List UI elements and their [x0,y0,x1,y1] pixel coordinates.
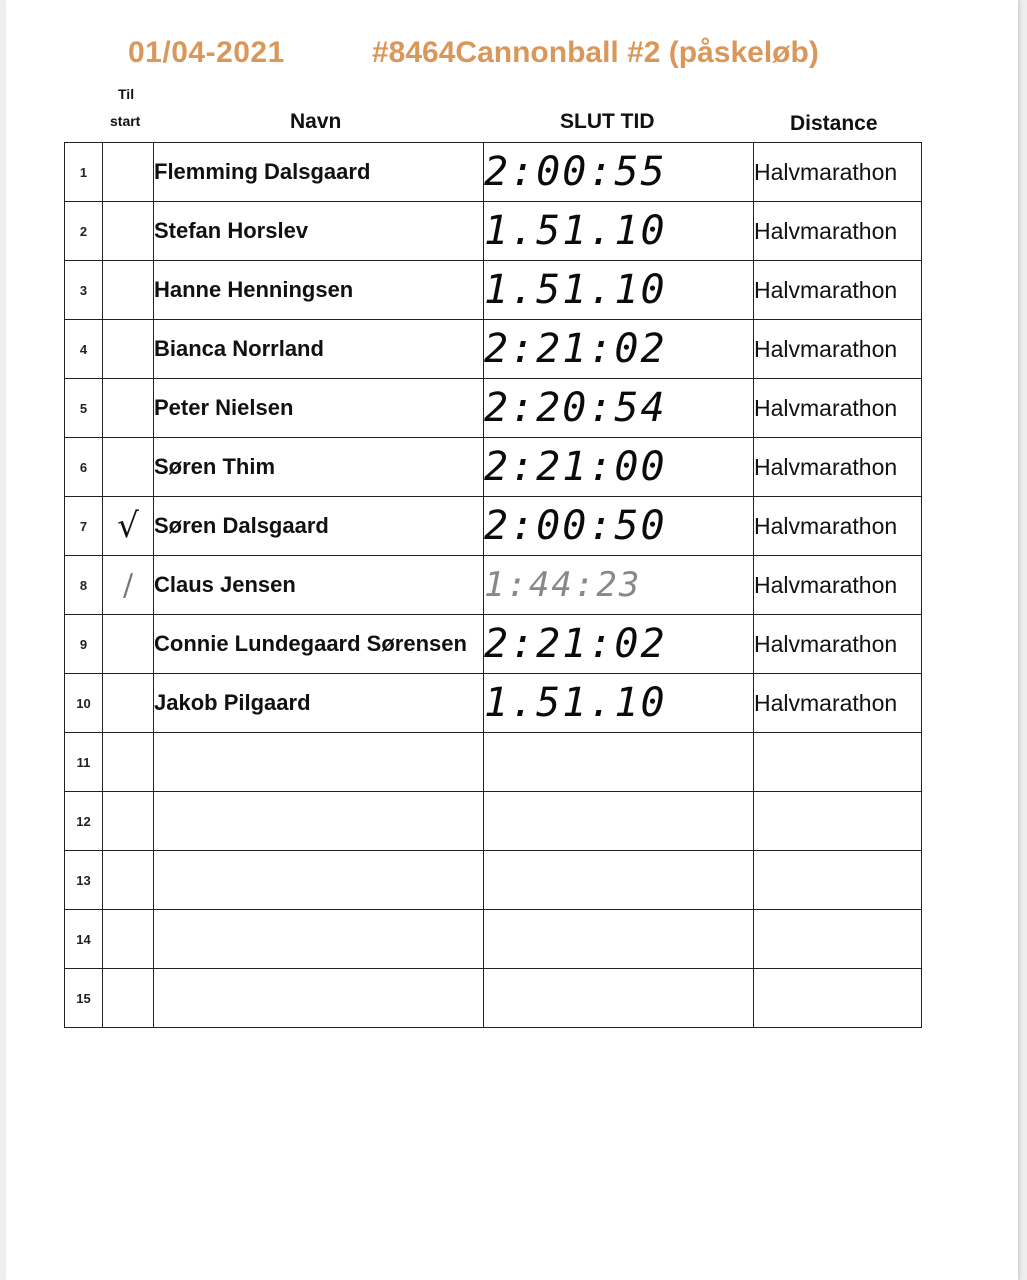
finish-time: 2:21:02 [484,615,754,674]
start-check-mark [103,320,154,379]
start-check-mark [103,379,154,438]
column-header-slut-tid: SLUT TID [560,110,655,133]
table-row [65,556,922,615]
table-row [65,261,922,320]
table-row [65,851,922,910]
table-row [65,497,922,556]
table-row [65,143,922,202]
start-check-mark [103,969,154,1028]
runner-name: Flemming Dalsgaard [154,143,484,202]
start-check-mark [103,792,154,851]
table-row [65,674,922,733]
table-row [65,379,922,438]
table-row [65,910,922,969]
start-check-mark [103,910,154,969]
start-check-mark [103,674,154,733]
distance-cell: Halvmarathon [754,497,922,556]
finish-time: 1:44:23 [484,556,754,615]
row-number: 8 [65,556,103,615]
distance-cell [754,792,922,851]
runner-name: Søren Thim [154,438,484,497]
column-header-distance: Distance [790,112,878,135]
runner-name [154,910,484,969]
finish-time: 2:21:00 [484,438,754,497]
finish-time: 2:00:50 [484,497,754,556]
runner-name [154,851,484,910]
distance-cell: Halvmarathon [754,202,922,261]
finish-time: 1.51.10 [484,674,754,733]
row-number: 13 [65,851,103,910]
event-title: #8464Cannonball #2 (påskeløb) [372,36,819,69]
finish-time [484,851,754,910]
start-check-mark [103,202,154,261]
finish-time [484,969,754,1028]
distance-cell [754,733,922,792]
finish-time: 1.51.10 [484,202,754,261]
row-number: 1 [65,143,103,202]
row-number: 14 [65,910,103,969]
finish-time: 2:20:54 [484,379,754,438]
table-row [65,320,922,379]
table-row [65,733,922,792]
distance-cell: Halvmarathon [754,379,922,438]
finish-time [484,910,754,969]
finish-time [484,792,754,851]
runner-name: Connie Lundegaard Sørensen [154,615,484,674]
row-number: 11 [65,733,103,792]
start-check-mark [103,438,154,497]
row-number: 2 [65,202,103,261]
table-row [65,792,922,851]
runner-name: Søren Dalsgaard [154,497,484,556]
runner-name [154,969,484,1028]
runner-name: Claus Jensen [154,556,484,615]
row-number: 7 [65,497,103,556]
sheet-date: 01/04-2021 [128,36,285,69]
row-number: 9 [65,615,103,674]
column-header-til: Til [118,86,135,102]
row-number: 10 [65,674,103,733]
distance-cell [754,969,922,1028]
table-row [65,202,922,261]
row-number: 4 [65,320,103,379]
distance-cell: Halvmarathon [754,143,922,202]
runner-name: Bianca Norrland [154,320,484,379]
table-row [65,969,922,1028]
start-check-mark: √ [103,497,154,556]
row-number: 12 [65,792,103,851]
column-header-navn: Navn [290,110,342,133]
start-check-mark [103,733,154,792]
runner-name: Hanne Henningsen [154,261,484,320]
distance-cell: Halvmarathon [754,438,922,497]
distance-cell: Halvmarathon [754,556,922,615]
results-table-body [65,143,922,1028]
start-check-mark: / [103,556,154,615]
row-number: 3 [65,261,103,320]
finish-time: 2:00:55 [484,143,754,202]
runner-name [154,733,484,792]
runner-name [154,792,484,851]
finish-time: 2:21:02 [484,320,754,379]
row-number: 15 [65,969,103,1028]
start-check-mark [103,615,154,674]
distance-cell [754,851,922,910]
runner-name: Jakob Pilgaard [154,674,484,733]
row-number: 5 [65,379,103,438]
runner-name: Stefan Horslev [154,202,484,261]
table-row [65,438,922,497]
results-table [64,142,922,1028]
distance-cell [754,910,922,969]
start-check-mark [103,143,154,202]
row-number: 6 [65,438,103,497]
distance-cell: Halvmarathon [754,320,922,379]
finish-time [484,733,754,792]
distance-cell: Halvmarathon [754,261,922,320]
table-row [65,615,922,674]
start-check-mark [103,261,154,320]
runner-name: Peter Nielsen [154,379,484,438]
distance-cell: Halvmarathon [754,615,922,674]
finish-time: 1.51.10 [484,261,754,320]
column-header-start: start [110,113,141,129]
start-check-mark [103,851,154,910]
distance-cell: Halvmarathon [754,674,922,733]
